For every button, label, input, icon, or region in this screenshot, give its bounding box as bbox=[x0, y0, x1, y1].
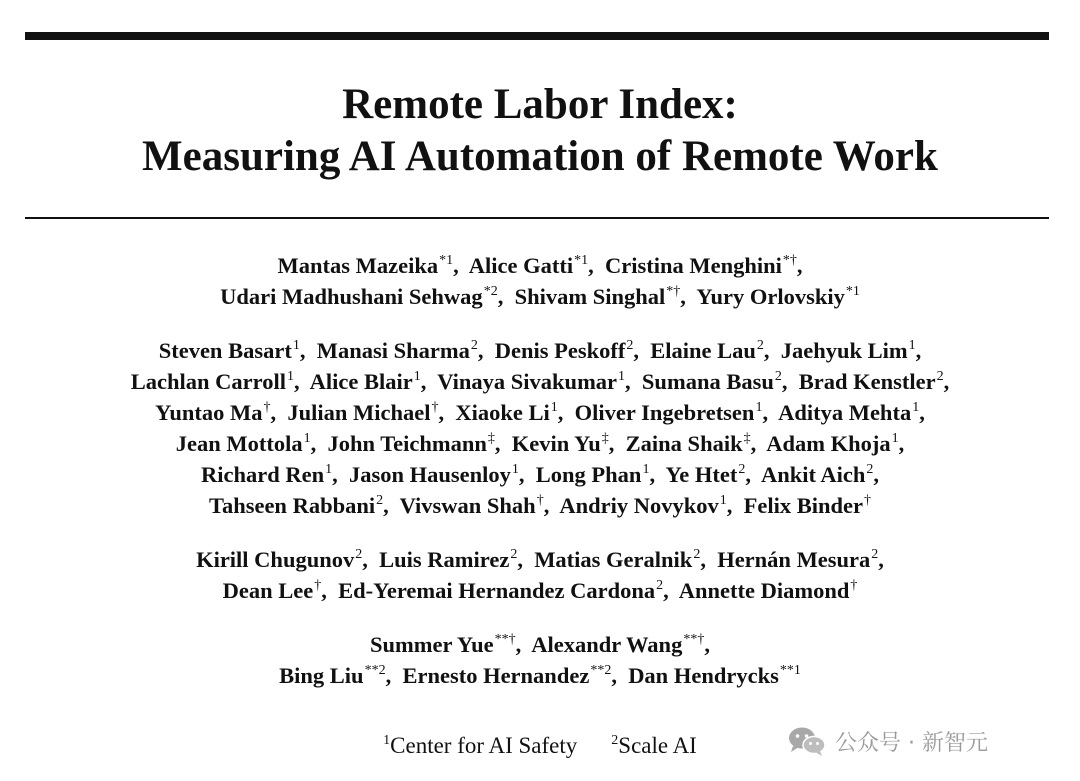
author bbox=[223, 578, 322, 603]
author bbox=[201, 462, 332, 487]
author-group bbox=[0, 629, 1080, 691]
author bbox=[469, 253, 588, 278]
author-separator: , bbox=[611, 663, 629, 688]
paper-title-line-2: Measuring AI Automation of Remote Work bbox=[142, 133, 938, 180]
author bbox=[696, 284, 860, 309]
author-name: Udari Madhushani Sehwag bbox=[220, 284, 483, 309]
author-name: Sumana Basu bbox=[641, 369, 774, 394]
author-name: Luis Ramirez bbox=[379, 547, 510, 572]
author-name: Ankit Aich bbox=[760, 462, 866, 487]
author-name: Dan Hendrycks bbox=[628, 663, 779, 688]
author-name: Andriy Novykov bbox=[559, 493, 719, 518]
affiliation-mark: 2 bbox=[611, 733, 619, 748]
author bbox=[279, 663, 385, 688]
title-rule bbox=[25, 217, 1049, 219]
author-separator: , bbox=[796, 253, 803, 278]
author bbox=[642, 369, 782, 394]
author-name: Alice Blair bbox=[309, 369, 413, 394]
top-rule bbox=[25, 32, 1049, 40]
author-affiliation-mark: † bbox=[864, 493, 871, 508]
author-name: Ed-Yeremai Hernandez Cardona bbox=[338, 578, 656, 603]
author-separator: , bbox=[385, 663, 403, 688]
author-affiliation-mark: ‡ bbox=[601, 431, 609, 446]
author bbox=[437, 369, 625, 394]
author-separator: , bbox=[745, 462, 761, 487]
author-affiliation-mark: ‡ bbox=[487, 431, 495, 446]
author-affiliation-mark: † bbox=[263, 400, 271, 415]
author bbox=[159, 338, 300, 363]
author-affiliation-mark: 1 bbox=[511, 462, 519, 477]
author-name: Vinaya Sivakumar bbox=[437, 369, 618, 394]
author-separator: , bbox=[915, 338, 922, 363]
author-name: Jason Hausenloy bbox=[348, 462, 511, 487]
author bbox=[495, 338, 634, 363]
author-affiliation-mark: *† bbox=[782, 253, 797, 268]
author-name: John Teichmann bbox=[327, 431, 487, 456]
author-name: Denis Peskoff bbox=[494, 338, 626, 363]
author bbox=[287, 400, 438, 425]
author bbox=[761, 462, 873, 487]
author-line bbox=[0, 575, 1080, 606]
author bbox=[209, 493, 383, 518]
author-name: Jaehyuk Lim bbox=[780, 338, 908, 363]
author-separator: , bbox=[873, 462, 880, 487]
author-separator: , bbox=[726, 493, 744, 518]
author-affiliation-mark: 2 bbox=[470, 338, 478, 353]
author-line bbox=[0, 281, 1080, 312]
author bbox=[278, 253, 454, 278]
author-affiliation-mark: **2 bbox=[364, 663, 386, 678]
author bbox=[176, 431, 311, 456]
author bbox=[717, 547, 878, 572]
author-affiliation-mark: † bbox=[850, 578, 858, 593]
author-separator: , bbox=[294, 369, 310, 394]
author-name: Yuntao Ma bbox=[155, 400, 263, 425]
paper-title-line-1: Remote Labor Index: bbox=[342, 81, 738, 128]
author-name: Ernesto Hernandez bbox=[402, 663, 590, 688]
author bbox=[766, 431, 898, 456]
author-separator: , bbox=[608, 431, 626, 456]
author-name: Bing Liu bbox=[279, 663, 364, 688]
author-separator: , bbox=[649, 462, 666, 487]
author-affiliation-mark: ‡ bbox=[743, 431, 751, 446]
author bbox=[781, 338, 916, 363]
author bbox=[220, 284, 498, 309]
author-separator: , bbox=[704, 632, 710, 657]
author-name: Lachlan Carroll bbox=[130, 369, 286, 394]
author-affiliation-mark: 2 bbox=[376, 493, 384, 508]
author-name: Dean Lee bbox=[222, 578, 314, 603]
author-separator: , bbox=[453, 253, 469, 278]
author-separator: , bbox=[270, 400, 288, 425]
author-name: Mantas Mazeika bbox=[277, 253, 439, 278]
author bbox=[536, 462, 650, 487]
author bbox=[349, 462, 519, 487]
author-group bbox=[0, 335, 1080, 521]
author-name: Shivam Singhal bbox=[514, 284, 666, 309]
author-affiliation-mark: 1 bbox=[908, 338, 916, 353]
author-name: Elaine Lau bbox=[650, 338, 756, 363]
wechat-icon bbox=[787, 725, 827, 757]
watermark-text: 公众号 · 新智元 bbox=[835, 730, 988, 756]
author bbox=[626, 431, 751, 456]
author bbox=[370, 632, 516, 657]
author bbox=[744, 493, 871, 518]
author bbox=[515, 284, 681, 309]
author-affiliation-mark: 2 bbox=[626, 338, 634, 353]
author-affiliation-mark: 2 bbox=[756, 338, 764, 353]
author bbox=[575, 400, 763, 425]
author-name: Adam Khoja bbox=[766, 431, 891, 456]
author bbox=[338, 578, 663, 603]
author-affiliation-mark: **2 bbox=[590, 663, 612, 678]
author-separator: , bbox=[763, 338, 781, 363]
author-separator: , bbox=[515, 632, 532, 657]
author bbox=[628, 663, 801, 688]
author-affiliation-mark: 1 bbox=[891, 431, 899, 446]
author-affiliation-mark: 1 bbox=[413, 369, 421, 384]
author-name: Matias Geralnik bbox=[534, 547, 693, 572]
author-affiliation-mark: 1 bbox=[755, 400, 763, 415]
author-name: Manasi Sharma bbox=[316, 338, 470, 363]
author bbox=[327, 431, 494, 456]
author-separator: , bbox=[477, 338, 495, 363]
author-separator: , bbox=[781, 369, 799, 394]
author-separator: , bbox=[438, 400, 456, 425]
author-line bbox=[0, 544, 1080, 575]
author-separator: , bbox=[497, 284, 515, 309]
affiliation-name: Center for AI Safety bbox=[390, 733, 578, 758]
author-name: Felix Binder bbox=[743, 493, 863, 518]
author bbox=[605, 253, 797, 278]
author-separator: , bbox=[518, 462, 536, 487]
affiliation-name: Scale AI bbox=[618, 733, 697, 758]
author-name: Steven Basart bbox=[158, 338, 292, 363]
author-affiliation-mark: 2 bbox=[355, 547, 363, 562]
author-separator: , bbox=[625, 369, 642, 394]
author-name: Jean Mottola bbox=[175, 431, 303, 456]
author-affiliation-mark: † bbox=[431, 400, 439, 415]
author-separator: , bbox=[420, 369, 438, 394]
author-line bbox=[0, 250, 1080, 281]
author-name: Xiaoke Li bbox=[455, 400, 550, 425]
author-name: Richard Ren bbox=[200, 462, 325, 487]
author-separator: , bbox=[299, 338, 317, 363]
author-affiliation-mark: 1 bbox=[303, 431, 311, 446]
author bbox=[512, 431, 609, 456]
author-separator: , bbox=[919, 400, 925, 425]
author-name: Summer Yue bbox=[370, 632, 494, 657]
author-affiliation-mark: 2 bbox=[656, 578, 664, 593]
author-affiliation-mark: 1 bbox=[912, 400, 920, 415]
author-name: Cristina Menghini bbox=[604, 253, 782, 278]
author-affiliation-mark: *1 bbox=[439, 253, 454, 268]
author-line bbox=[0, 459, 1080, 490]
author-separator: , bbox=[494, 431, 512, 456]
author-name: Kirill Chugunov bbox=[196, 547, 355, 572]
author-line bbox=[0, 428, 1080, 459]
author bbox=[155, 400, 270, 425]
author-affiliation-mark: 1 bbox=[292, 338, 300, 353]
author-separator: , bbox=[700, 547, 718, 572]
author bbox=[531, 632, 704, 657]
author bbox=[310, 369, 421, 394]
author-line bbox=[0, 366, 1080, 397]
author-name: Alexandr Wang bbox=[531, 632, 683, 657]
author-name: Oliver Ingebretsen bbox=[574, 400, 755, 425]
author-name: Tahseen Rabbani bbox=[209, 493, 376, 518]
author-line bbox=[0, 397, 1080, 428]
author-affiliation-mark: 2 bbox=[866, 462, 874, 477]
author-affiliation-mark: 2 bbox=[693, 547, 701, 562]
author-affiliation-mark: 1 bbox=[719, 493, 727, 508]
author-separator: , bbox=[680, 284, 697, 309]
author bbox=[650, 338, 764, 363]
author-affiliation-mark: 2 bbox=[871, 547, 879, 562]
author-name: Annette Diamond bbox=[678, 578, 850, 603]
author-affiliation-mark: **† bbox=[494, 632, 516, 647]
author-name: Yury Orlovskiy bbox=[696, 284, 845, 309]
author-separator: , bbox=[943, 369, 950, 394]
author-affiliation-mark: *2 bbox=[483, 284, 498, 299]
author-affiliation-mark: **1 bbox=[779, 663, 801, 678]
author bbox=[402, 663, 611, 688]
author-group bbox=[0, 250, 1080, 312]
affiliation-mark: 1 bbox=[383, 733, 391, 748]
author-separator: , bbox=[557, 400, 575, 425]
author-group bbox=[0, 544, 1080, 606]
author-separator: , bbox=[310, 431, 328, 456]
author-affiliation-mark: 1 bbox=[325, 462, 333, 477]
author-separator: , bbox=[332, 462, 349, 487]
author-name: Julian Michael bbox=[287, 400, 431, 425]
affiliation-1 bbox=[383, 733, 577, 758]
author-affiliation-mark: 2 bbox=[774, 369, 782, 384]
author-line bbox=[0, 629, 1080, 660]
author bbox=[131, 369, 294, 394]
author-separator: , bbox=[762, 400, 779, 425]
author bbox=[778, 400, 919, 425]
author-separator: , bbox=[878, 547, 884, 572]
author bbox=[196, 547, 362, 572]
author-name: Vivswan Shah bbox=[399, 493, 536, 518]
author bbox=[379, 547, 517, 572]
author-name: Long Phan bbox=[535, 462, 642, 487]
author-name: Kevin Yu bbox=[511, 431, 601, 456]
author-separator: , bbox=[517, 547, 535, 572]
author-name: Alice Gatti bbox=[468, 253, 574, 278]
author-affiliation-mark: 2 bbox=[738, 462, 746, 477]
author-separator: , bbox=[663, 578, 679, 603]
author-line bbox=[0, 490, 1080, 521]
author-separator: , bbox=[321, 578, 339, 603]
author-separator: , bbox=[543, 493, 560, 518]
author-separator: , bbox=[383, 493, 400, 518]
author-affiliation-mark: † bbox=[536, 493, 544, 508]
author-name: Zaina Shaik bbox=[625, 431, 743, 456]
author-separator: , bbox=[750, 431, 767, 456]
author bbox=[455, 400, 557, 425]
author bbox=[534, 547, 700, 572]
author-affiliation-mark: 1 bbox=[287, 369, 294, 384]
author bbox=[679, 578, 858, 603]
author-affiliation-mark: *1 bbox=[845, 284, 860, 299]
author-separator: , bbox=[588, 253, 605, 278]
author-separator: , bbox=[898, 431, 905, 456]
author-affiliation-mark: 2 bbox=[936, 369, 944, 384]
author-affiliation-mark: *1 bbox=[574, 253, 589, 268]
author-name: Brad Kenstler bbox=[798, 369, 936, 394]
author-affiliation-mark: † bbox=[314, 578, 322, 593]
author-name: Hernán Mesura bbox=[717, 547, 871, 572]
watermark bbox=[787, 724, 988, 758]
author-name: Ye Htet bbox=[665, 462, 738, 487]
author-name: Aditya Mehta bbox=[778, 400, 912, 425]
author-separator: , bbox=[633, 338, 651, 363]
author-separator: , bbox=[362, 547, 380, 572]
author bbox=[559, 493, 726, 518]
author bbox=[400, 493, 544, 518]
author-line bbox=[0, 660, 1080, 691]
author-affiliation-mark: 1 bbox=[642, 462, 650, 477]
author-list bbox=[0, 250, 1080, 691]
author bbox=[666, 462, 746, 487]
author-affiliation-mark: **† bbox=[683, 632, 705, 647]
affiliation-2 bbox=[611, 733, 697, 758]
author-line bbox=[0, 335, 1080, 366]
author-affiliation-mark: 2 bbox=[510, 547, 518, 562]
author bbox=[317, 338, 478, 363]
author-affiliation-mark: *† bbox=[666, 284, 681, 299]
author-affiliation-mark: 1 bbox=[618, 369, 626, 384]
author-affiliation-mark: 1 bbox=[550, 400, 558, 415]
author bbox=[799, 369, 944, 394]
